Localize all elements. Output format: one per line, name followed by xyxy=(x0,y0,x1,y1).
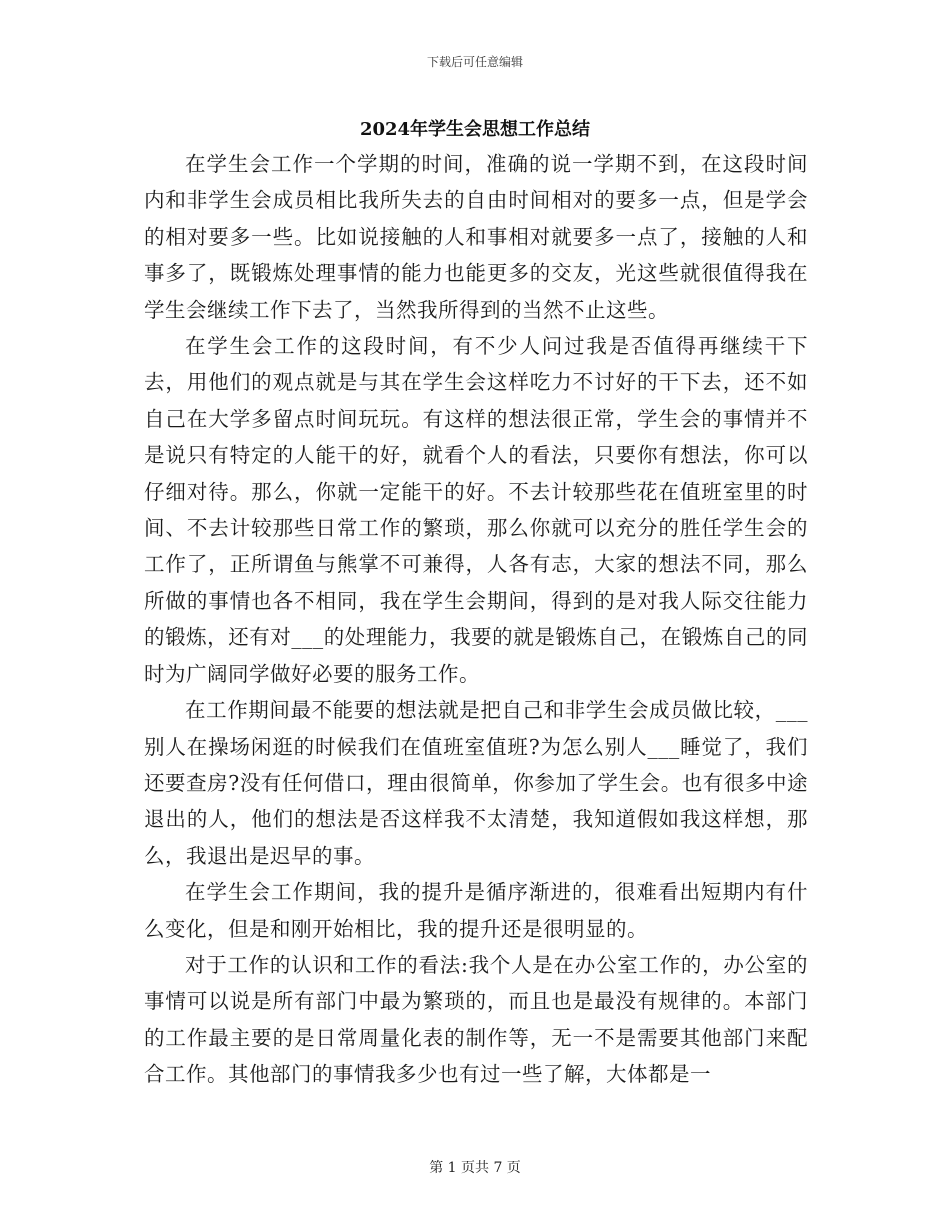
paragraph-2: 在学生会工作的这段时间，有不少人问过我是否值得再继续干下去，用他们的观点就是与其在学生会这样吃力不讨好的干下去，还不如自己在大学多留点时间玩玩。有这样的想法很正常，学生会的事情并不是说只有特定的人能干的好，就看个人的看法，只要你有想法，你可以仔细对待。那么，你就一定能干的好。不去计较那些花在值班室里的时间、不去计较那些日常工作的繁琐，那么你就可以充分的胜任学生会的工作了，正所谓鱼与熊掌不可兼得，人各有志，大家的想法不同，那么所做的事情也各不相同，我在学生会期间，得到的是对我人际交往能力的锻炼，还有对___的处理能力，我要的就是锻炼自己，在锻炼自己的同时为广阔同学做好必要的服务工作。 xyxy=(144,334,808,686)
paragraph-4: 在学生会工作期间，我的提升是循序渐进的，很难看出短期内有什么变化，但是和刚开始相比，我的提升还是很明显的。 xyxy=(144,880,808,941)
paragraph-5: 对于工作的认识和工作的看法:我个人是在办公室工作的，办公室的事情可以说是所有部门中最为繁琐的，而且也是最没有规律的。本部门的工作最主要的是日常周量化表的制作等，无一不是需要其他部门来配合工作。其他部门的事情我多少也有过一些了解，大体都是一 xyxy=(144,952,808,1087)
header-note: 下载后可任意编辑 xyxy=(426,55,523,69)
document-title: 2024年学生会思想工作总结 xyxy=(359,119,591,140)
page-number: 第 1 页共 7 页 xyxy=(429,1160,521,1176)
document-body xyxy=(144,146,808,1093)
paragraph-3: 在工作期间最不能要的想法就是把自己和非学生会成员做比较，___别人在操场闲逛的时候我们在值班室值班?为怎么别人___睡觉了，我们还要查房?没有任何借口，理由很简单，你参加了学生会。也有很多中途退出的人，他们的想法是否这样我不太清楚，我知道假如我这样想，那么，我退出是迟早的事。 xyxy=(144,698,808,868)
page-footer xyxy=(0,1157,950,1177)
paragraph-1: 在学生会工作一个学期的时间，准确的说一学期不到，在这段时间内和非学生会成员相比我所失去的自由时间相对的要多一点，但是学会的相对要多一些。比如说接触的人和事相对就要多一点了，接触的人和事多了，既锻炼处理事情的能力也能更多的交友，光这些就很值得我在学生会继续工作下去了，当然我所得到的当然不止这些。 xyxy=(144,152,808,322)
